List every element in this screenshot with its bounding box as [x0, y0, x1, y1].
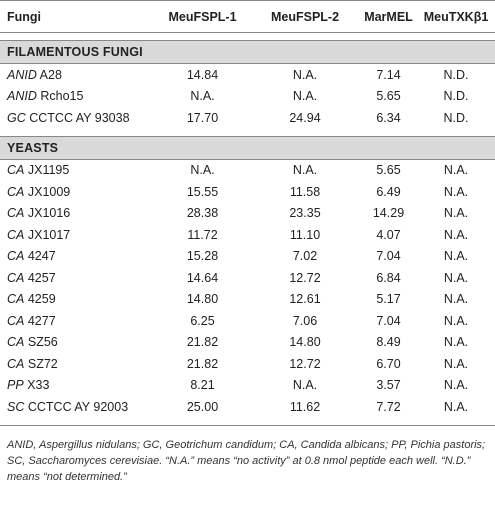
meufspl-1-value: 14.80	[186, 292, 219, 307]
meufspl-2-value: N.A.	[292, 89, 318, 104]
species-abbr: CA	[7, 227, 25, 242]
strain-name: JX1017	[27, 227, 71, 242]
meufspl-1-value: 25.00	[186, 399, 219, 414]
species-abbr: PP	[7, 378, 24, 393]
table-body	[0, 40, 495, 418]
fungi-cell	[0, 249, 155, 263]
table-header-row	[0, 0, 495, 33]
table-row	[0, 107, 495, 129]
table-row	[0, 396, 495, 418]
meutxkb1-value: N.A.	[443, 184, 469, 199]
strain-name: CCTCC AY 93038	[29, 110, 130, 125]
meufspl-1-value: N.A.	[190, 89, 215, 104]
marmel-value: 6.49	[376, 184, 401, 199]
table-row	[0, 332, 495, 354]
meutxkb1-value: N.A.	[443, 335, 469, 350]
species-abbr: CA	[7, 206, 25, 221]
meutxkb1-value: N.A.	[443, 356, 469, 371]
marmel-value: 14.29	[372, 206, 405, 221]
strain-name: 4257	[27, 270, 56, 285]
meufspl-2-value: 12.72	[289, 356, 321, 371]
spacer	[0, 129, 495, 136]
meufspl-2-value: 7.06	[292, 313, 318, 328]
meufspl-1-value: 15.55	[186, 184, 219, 199]
meufspl-2-value: 23.35	[289, 206, 321, 221]
table-row	[0, 203, 495, 225]
table-row	[0, 310, 495, 332]
fungi-cell	[0, 163, 155, 177]
strain-name: Rcho15	[40, 89, 84, 104]
meufspl-1-value: 28.38	[186, 206, 219, 221]
meutxkb1-value: N.A.	[443, 270, 469, 285]
meufspl-2-value: 12.61	[289, 292, 321, 307]
marmel-value: 6.84	[376, 270, 401, 285]
table-row	[0, 64, 495, 86]
meufspl-2-value: 14.80	[289, 335, 321, 350]
meufspl-1-value: 15.28	[186, 249, 219, 264]
marmel-value: 7.14	[376, 67, 401, 82]
strain-name: 4259	[27, 292, 56, 307]
species-abbr: CA	[7, 163, 25, 178]
meutxkb1-value: N.A.	[443, 227, 469, 242]
fungi-cell	[0, 68, 155, 82]
fungi-cell	[0, 400, 155, 414]
species-abbr: CA	[7, 292, 25, 307]
meufspl-2-value: 7.02	[292, 249, 318, 264]
table-bottom-rule	[0, 418, 495, 426]
section-header	[0, 136, 495, 160]
strain-name: 4277	[27, 313, 56, 328]
species-abbr: CA	[7, 335, 25, 350]
species-abbr: GC	[7, 110, 26, 125]
marmel-value: 6.34	[376, 110, 401, 125]
species-abbr: CA	[7, 313, 25, 328]
header-meutxkb1: MeuTXKβ1	[423, 9, 489, 24]
fungi-cell	[0, 89, 155, 103]
strain-name: SZ72	[27, 356, 58, 371]
strain-name: SZ56	[27, 335, 58, 350]
strain-name: 4247	[27, 249, 56, 264]
marmel-value: 5.17	[376, 292, 401, 307]
meutxkb1-value: N.D.	[443, 89, 469, 104]
strain-name: JX1009	[27, 184, 71, 199]
table-footnote: ANID, Aspergillus nidulans; GC, Geotrichum candidum; CA, Candida albicans; PP, Pichia pastoris; SC, Saccharomyces cerevisiae. “N.A.” means “no activity” at 0.8 nmol peptide each well. “N.D.” means “not determined.”	[7, 439, 486, 483]
table-row	[0, 160, 495, 182]
species-abbr: CA	[7, 270, 25, 285]
meutxkb1-value: N.D.	[443, 110, 469, 125]
marmel-value: 4.07	[376, 227, 401, 242]
marmel-value: 7.04	[376, 313, 401, 328]
header-meufspl-1: MeuFSPL-1	[168, 9, 237, 24]
meutxkb1-value: N.A.	[443, 163, 469, 178]
marmel-value: 3.57	[376, 378, 401, 393]
meutxkb1-value: N.A.	[443, 206, 469, 221]
species-abbr: ANID	[7, 89, 37, 104]
meufspl-2-value: 11.62	[289, 399, 321, 414]
meufspl-1-value: 8.21	[190, 378, 215, 393]
meufspl-2-value: N.A.	[292, 67, 318, 82]
meufspl-1-value: 21.82	[186, 356, 219, 371]
section-title: FILAMENTOUS FUNGI	[7, 45, 143, 59]
section-header	[0, 40, 495, 64]
marmel-value: 6.70	[376, 356, 401, 371]
section-title: YEASTS	[7, 140, 59, 155]
meutxkb1-value: N.A.	[443, 399, 469, 414]
strain-name: JX1016	[27, 206, 71, 221]
fungi-cell	[0, 357, 155, 371]
meufspl-1-value: N.A.	[190, 163, 215, 178]
table-row	[0, 246, 495, 268]
species-abbr: CA	[7, 249, 25, 264]
species-abbr: CA	[7, 356, 25, 371]
strain-name: JX1195	[27, 163, 70, 178]
meufspl-2-value: 12.72	[289, 270, 321, 285]
table-row	[0, 353, 495, 375]
header-fungi: Fungi	[7, 9, 42, 24]
table-row	[0, 267, 495, 289]
table-row	[0, 224, 495, 246]
header-meufspl-2: MeuFSPL-2	[270, 9, 340, 24]
meutxkb1-value: N.A.	[443, 292, 469, 307]
strain-name: CCTCC AY 92003	[27, 399, 129, 414]
species-abbr: CA	[7, 184, 25, 199]
fungi-cell	[0, 292, 155, 306]
meufspl-2-value: N.A.	[292, 163, 318, 178]
fungi-cell	[0, 206, 155, 220]
fungi-cell	[0, 335, 155, 349]
fungi-cell	[0, 271, 155, 285]
meufspl-1-value: 21.82	[186, 335, 219, 350]
meufspl-2-value: 24.94	[289, 110, 321, 125]
species-abbr: SC	[7, 399, 25, 414]
marmel-value: 5.65	[376, 89, 401, 104]
meufspl-1-value: 17.70	[186, 110, 219, 125]
fungi-cell	[0, 111, 155, 125]
meutxkb1-value: N.A.	[443, 313, 469, 328]
meutxkb1-value: N.A.	[443, 378, 469, 393]
meufspl-2-value: N.A.	[292, 378, 318, 393]
marmel-value: 5.65	[376, 163, 401, 178]
meufspl-1-value: 6.25	[190, 313, 215, 328]
table-row	[0, 86, 495, 108]
meufspl-1-value: 11.72	[187, 227, 218, 242]
meufspl-1-value: 14.64	[186, 270, 219, 285]
table-row	[0, 375, 495, 397]
fungi-cell	[0, 228, 155, 242]
meutxkb1-value: N.D.	[443, 67, 469, 82]
marmel-value: 7.04	[376, 249, 401, 264]
meufspl-1-value: 14.84	[186, 67, 219, 82]
species-abbr: ANID	[7, 67, 37, 82]
spacer	[0, 33, 495, 40]
meutxkb1-value: N.A.	[443, 249, 469, 264]
strain-name: A28	[39, 67, 62, 82]
meufspl-2-value: 11.58	[289, 184, 321, 199]
marmel-value: 8.49	[376, 335, 401, 350]
table-row	[0, 289, 495, 311]
marmel-value: 7.72	[376, 399, 401, 414]
meufspl-2-value: 11.10	[289, 227, 321, 242]
fungi-cell	[0, 185, 155, 199]
fungi-cell	[0, 378, 155, 392]
header-marmel: MarMEL	[364, 9, 413, 24]
table-row	[0, 181, 495, 203]
fungi-cell	[0, 314, 155, 328]
strain-name: X33	[27, 378, 50, 393]
